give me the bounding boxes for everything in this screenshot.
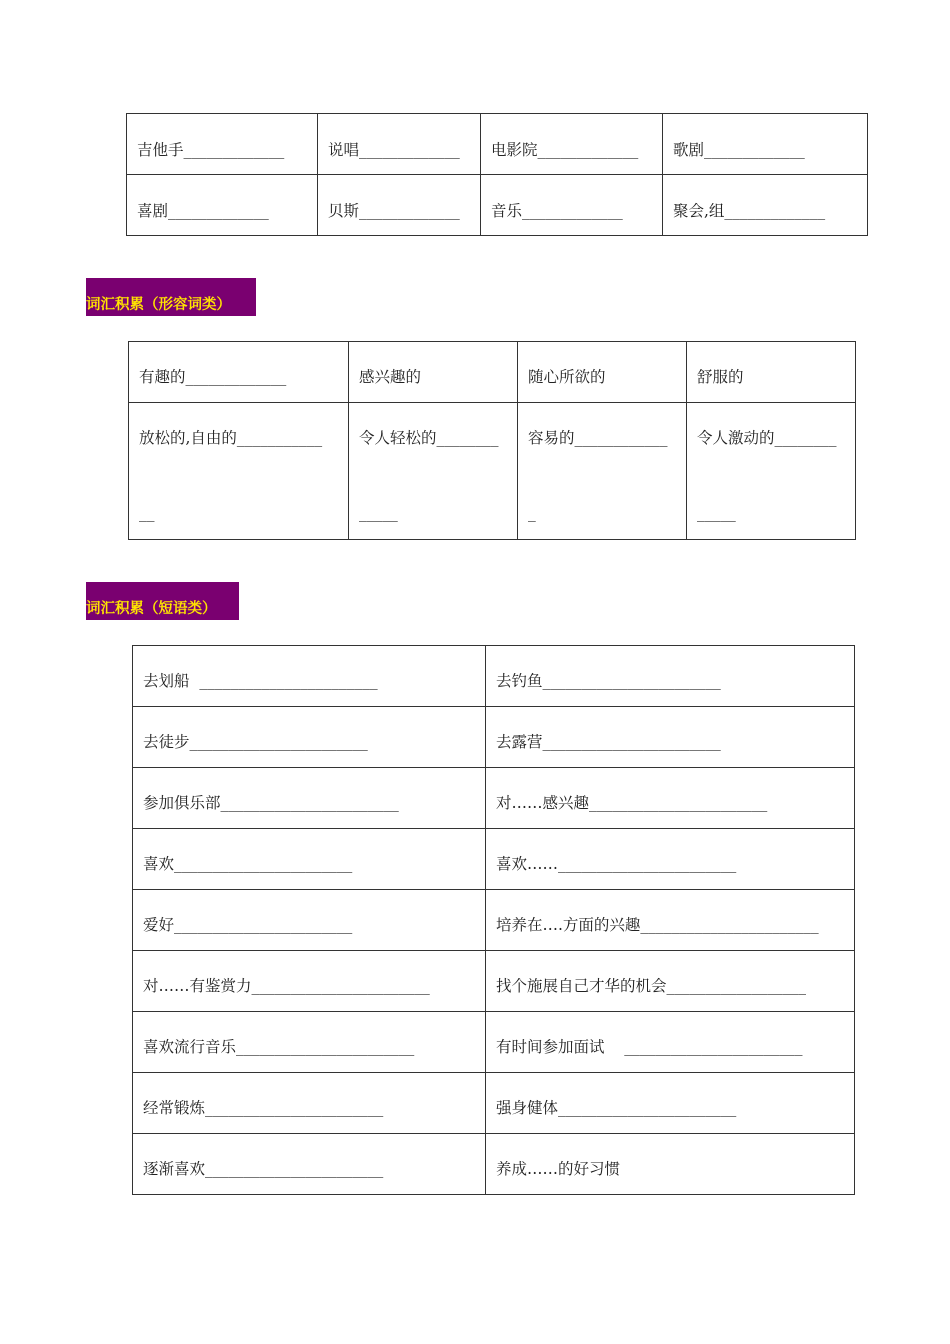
vocab-cell [486,829,855,890]
vocab-item: 贝斯_____________ [328,202,460,220]
vocab-cell [133,890,486,951]
vocab-item: 经常锻炼_______________________ [143,1099,384,1117]
vocab-item: 去划船 _______________________ [143,672,378,690]
vocab-item: 音乐_____________ [491,202,623,220]
vocab-item: 吉他手_____________ [137,141,285,159]
vocab-item: 有趣的_____________ [139,368,287,386]
vocab-item: 去露营_______________________ [496,733,721,751]
noun-vocab-table [126,113,868,236]
answer-line-continuation: _ [528,504,536,522]
vocab-item: 爱好_______________________ [143,916,353,934]
section-title-adjectives: 词汇积累（形容词类） [86,278,256,316]
vocab-item: 对……有鉴赏力_______________________ [143,977,430,995]
vocab-item: 去徒步_______________________ [143,733,368,751]
vocab-cell [486,707,855,768]
vocab-item: 感兴趣的 [359,368,422,386]
vocab-item: 找个施展自己才华的机会__________________ [496,977,807,995]
table-row [127,114,868,175]
vocab-cell [663,114,868,175]
vocab-cell [518,342,687,403]
vocab-cell [133,951,486,1012]
table-row [133,890,855,951]
table-row [133,951,855,1012]
vocab-cell [663,175,868,236]
vocab-cell [129,342,349,403]
vocab-cell [318,114,481,175]
vocab-cell [486,890,855,951]
vocab-cell [486,1012,855,1073]
vocab-item: 逐渐喜欢_______________________ [143,1160,384,1178]
vocab-cell [318,175,481,236]
phrase-vocab-table [132,645,855,1195]
section-title-phrases: 词汇积累（短语类） [86,582,239,620]
answer-line-continuation: __ [139,504,155,522]
vocab-cell [486,768,855,829]
vocab-cell [133,1012,486,1073]
vocab-cell [133,1134,486,1195]
vocab-cell [127,175,318,236]
vocab-item: 对……感兴趣_______________________ [496,794,768,812]
vocab-item: 去钓鱼_______________________ [496,672,721,690]
vocab-cell [486,1134,855,1195]
table-row [133,707,855,768]
vocab-cell [687,403,856,540]
answer-line-continuation: _____ [697,504,736,522]
vocab-cell [518,403,687,540]
vocab-cell [127,114,318,175]
vocab-item: 随心所欲的 [528,368,606,386]
vocab-item: 说唱_____________ [328,141,460,159]
vocab-item: 喜剧_____________ [137,202,269,220]
table-row [133,1012,855,1073]
vocab-cell [349,342,518,403]
vocab-cell [133,646,486,707]
vocab-item: 令人轻松的________ [359,429,499,447]
table-row [133,1073,855,1134]
vocab-cell [486,951,855,1012]
table-row [133,829,855,890]
vocab-cell [481,175,663,236]
vocab-item: 强身健体_______________________ [496,1099,737,1117]
vocab-item: 令人激动的________ [697,429,837,447]
vocab-item: 聚会,组_____________ [673,202,826,220]
vocab-item: 喜欢流行音乐_______________________ [143,1038,415,1056]
vocab-item: 电影院_____________ [491,141,639,159]
vocab-item: 有时间参加面试 _______________________ [496,1038,803,1056]
table-row [133,1134,855,1195]
table-row [127,175,868,236]
vocab-cell [486,646,855,707]
answer-line-continuation: _____ [359,504,398,522]
vocab-cell [133,829,486,890]
vocab-item: 容易的____________ [528,429,668,447]
table-row [133,768,855,829]
vocab-cell [133,1073,486,1134]
vocab-cell [481,114,663,175]
vocab-cell [129,403,349,540]
vocab-cell [687,342,856,403]
vocab-item: 歌剧_____________ [673,141,805,159]
vocab-item: 参加俱乐部_______________________ [143,794,399,812]
vocab-cell [486,1073,855,1134]
vocab-cell [133,707,486,768]
vocab-item: 舒服的 [697,368,744,386]
table-row [133,646,855,707]
phrase-table-body [133,646,855,1195]
vocab-item: 培养在….方面的兴趣_______________________ [496,916,819,934]
adjective-vocab-table [128,341,856,540]
vocab-cell [349,403,518,540]
vocab-item: 养成……的好习惯 [496,1160,621,1178]
vocab-item: 喜欢……_______________________ [496,855,737,873]
vocab-item: 放松的,自由的___________ [139,429,323,447]
vocab-item: 喜欢_______________________ [143,855,353,873]
table-row [129,342,856,403]
vocab-cell [133,768,486,829]
table-row [129,403,856,540]
